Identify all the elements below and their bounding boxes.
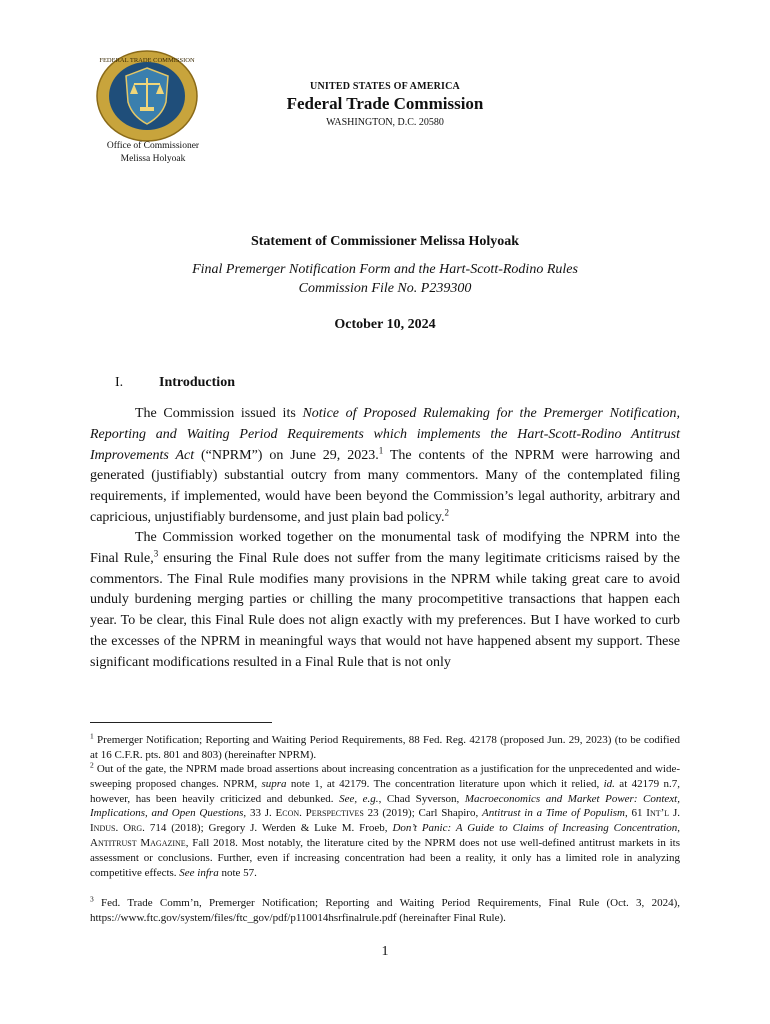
fn2-article-title: Don’t Panic: A Guide to Claims of Increasing Concentration bbox=[392, 822, 678, 835]
footnote-ref-2[interactable]: 2 bbox=[444, 507, 449, 518]
seal-text: FEDERAL TRADE COMMISSION bbox=[99, 57, 195, 64]
fn2-article-title: Macroeconomics and Market Power: Context, Implications, and Open Questions bbox=[90, 792, 680, 820]
footnote-1 bbox=[90, 733, 680, 763]
body-paragraph-1 bbox=[90, 404, 680, 529]
p1-text-2: (“NPRM”) on June 29, 2023. bbox=[194, 447, 379, 463]
p1-text-3: The contents of the NPRM were harrowing and generated (justifiably) substantial outcry from many commentors. Many of the contemplated filing requirements, if implemented, would have been beyond the Commission’s legal authority, arbitrary and capricious, unjustifiably burdensome, and just plain bad policy. bbox=[90, 447, 680, 525]
header-agency: Federal Trade Commission bbox=[286, 94, 484, 113]
fn2-italic: supra bbox=[261, 777, 287, 790]
body-paragraph-2 bbox=[90, 528, 680, 674]
section-number: I. bbox=[115, 375, 124, 390]
footnote-3-text[interactable]: Fed. Trade Comm’n, Premerger Notification; Reporting and Waiting Period Requirements, Final Rule (Oct. 3, 2024), https://www.ftc.gov/system/files/ftc_gov/pdf/p110014hsrfinalrule.pdf (hereinafter Final Rule). bbox=[90, 897, 680, 924]
fn2-text: , Chad Syverson, bbox=[378, 792, 465, 805]
fn2-text: at 42179 n.7, however, has been heavily criticized and debunked. bbox=[90, 777, 680, 805]
statement-subtitle-2: Commission File No. P239300 bbox=[298, 281, 472, 296]
fn2-journal: Antitrust Magazine bbox=[90, 836, 186, 849]
fn2-article-title: Antitrust in a Time of Populism bbox=[482, 807, 625, 820]
fn2-italic: See infra bbox=[179, 866, 219, 879]
header-country: UNITED STATES OF AMERICA bbox=[310, 81, 460, 92]
fn2-journal: Int’l J. Indus. Org. bbox=[90, 807, 680, 835]
fn2-text: , bbox=[677, 822, 680, 835]
footnote-2-number: 2 bbox=[90, 760, 94, 770]
fn2-text: note 1, at 42179. The concentration literature upon which it relied, bbox=[286, 777, 604, 790]
statement-subtitle-1: Final Premerger Notification Form and the Hart-Scott-Rodino Rules bbox=[192, 262, 578, 277]
fn2-italic: id. bbox=[603, 777, 615, 790]
office-line-1: Office of Commissioner bbox=[106, 141, 200, 151]
statement-date: October 10, 2024 bbox=[334, 317, 436, 332]
footnote-1-number: 1 bbox=[90, 731, 94, 741]
fn2-text: 714 (2018); Gregory J. Werden & Luke M. Froeb, bbox=[144, 822, 393, 835]
p1-text-1: The Commission issued its bbox=[135, 406, 303, 421]
fn2-text: 23 (2019); Carl Shapiro, bbox=[363, 807, 483, 820]
fn2-journal: Econ. Perspectives bbox=[275, 807, 364, 820]
p2-text-1: The Commission worked together on the monumental task of modifying the NPRM into the Final Rule, bbox=[90, 530, 680, 566]
p2-text-2: ensuring the Final Rule does not suffer from the many legitimate criticisms raised by the commentors. The Final Rule modifies many provisions in the NPRM while taking great care to avoid unduly burdening merging parties or chilling the many procompetitive transactions that happen each year. To be clear, this Final Rule does not align exactly with my preferences. But I have worked to curb the excesses of the NPRM in meaningful ways that would not have happened absent my support. These significant modifications resulted in a Final Rule that is not only bbox=[90, 550, 680, 670]
footnote-3-number: 3 bbox=[90, 894, 94, 904]
office-block bbox=[88, 140, 218, 166]
footnote-2 bbox=[90, 762, 680, 880]
footnote-1-text: Premerger Notification; Reporting and Waiting Period Requirements, 88 Fed. Reg. 42178 (proposed Jun. 29, 2023) (to be codified at 16 C.F.R. pts. 801 and 803) (hereinafter NPRM). bbox=[90, 734, 680, 761]
fn2-italic: See, e.g. bbox=[339, 792, 379, 805]
footnote-ref-1[interactable]: 1 bbox=[378, 444, 384, 455]
ftc-seal-icon bbox=[96, 50, 198, 142]
p1-notice-title: Notice of Proposed Rulemaking for the Premerger Notification, Reporting and Waiting Period Requirements which implements the Hart-Scott-Rodino Antitrust Improvements Act bbox=[90, 406, 680, 463]
fn2-text: , 33 J. bbox=[243, 807, 276, 820]
fn2-text: Out of the gate, the NPRM made broad assertions about increasing concentration as a justification for the unprecedented and wide-sweeping proposed changes. NPRM, bbox=[90, 763, 680, 790]
statement-title: Statement of Commissioner Melissa Holyoak bbox=[250, 234, 520, 249]
footnote-3 bbox=[90, 896, 680, 926]
fn2-text: , 61 bbox=[624, 807, 647, 820]
fn2-text: note 57. bbox=[218, 866, 257, 879]
header-address: WASHINGTON, D.C. 20580 bbox=[326, 117, 444, 128]
office-line-2: Melissa Holyoak bbox=[120, 154, 186, 164]
section-title: Introduction bbox=[159, 375, 235, 390]
footnote-ref-3[interactable]: 3 bbox=[153, 548, 159, 559]
fn2-text: , Fall 2018. Most notably, the literature cited by the NPRM does not use well-defined antitrust markets in its assessment or conclusions. Further, even if increasing concentration had been a reality, it only has a limited role in analyzing competitive effects. bbox=[90, 836, 681, 879]
page-number: 1 bbox=[381, 944, 389, 959]
footnote-divider bbox=[90, 722, 272, 723]
